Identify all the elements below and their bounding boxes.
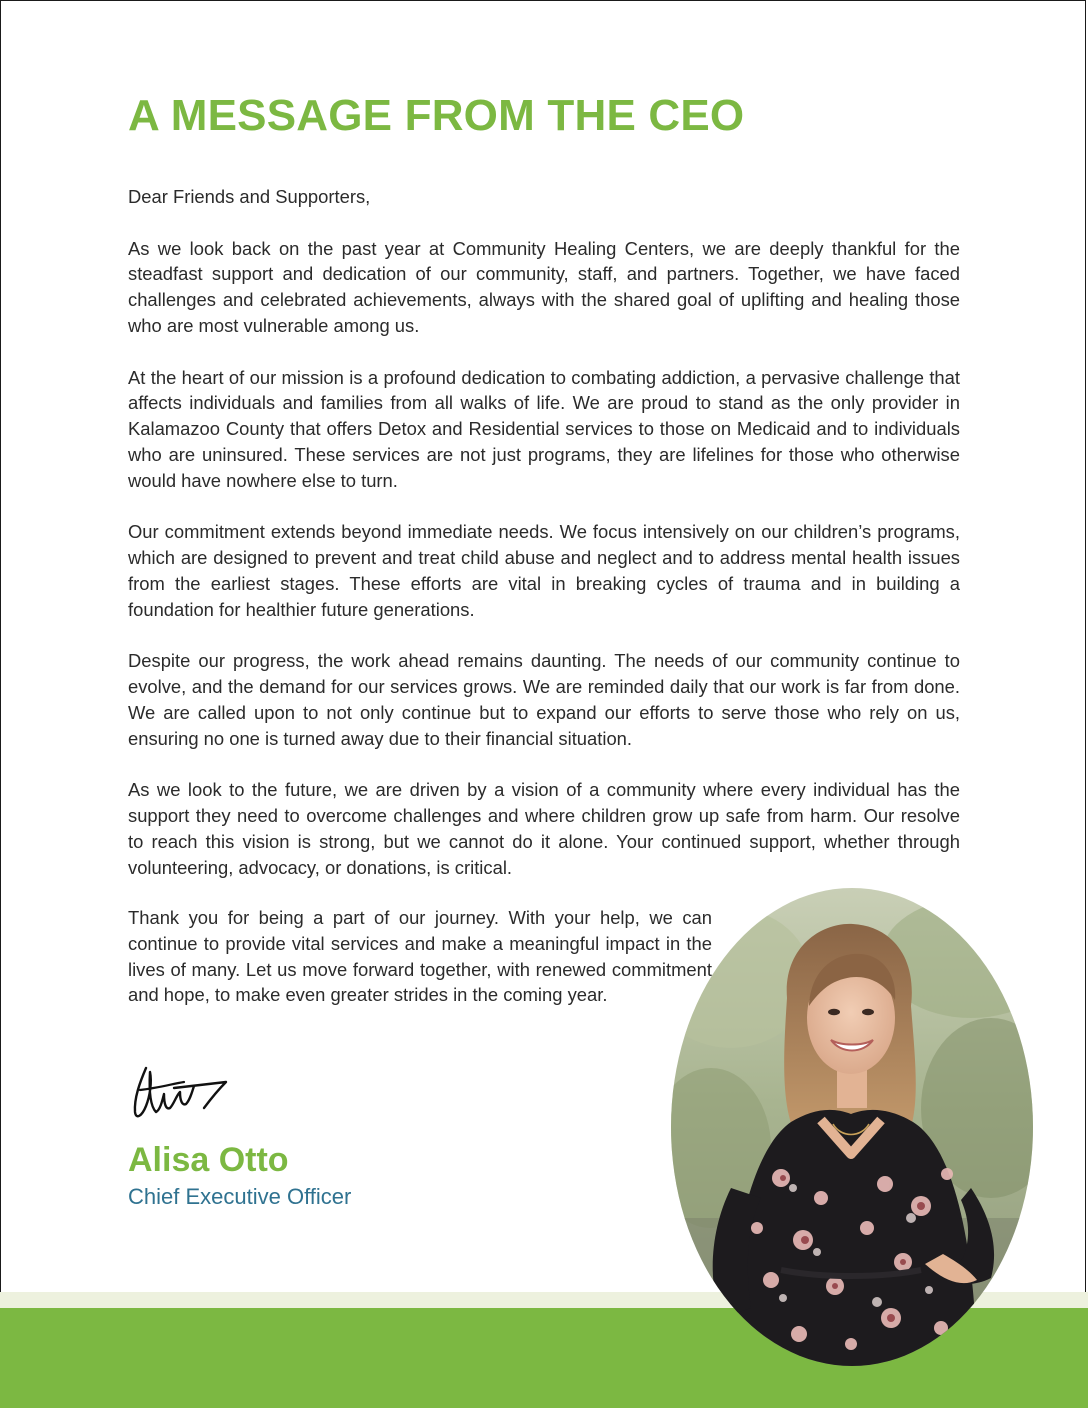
salutation: Dear Friends and Supporters, [128,186,371,207]
letter-paragraph: As we look to the future, we are driven by a vision of a community where every individual has the support they need to overcome challenges and where children grow up safe from harm. Our resolve to reach this vision is strong, but we cannot do it alone. Your continued support, whether through volunteering, advocacy, or donations, is critical. [128,779,960,878]
letter-paragraph: Despite our progress, the work ahead remains daunting. The needs of our community continue to evolve, and the demand for our services grows. We are reminded daily that our work is far from done. We are called upon to not only continue but to expand our efforts to serve those who rely on us, ensuring no one is turned away due to their financial situation. [128,650,960,749]
closing-paragraph: Thank you for being a part of our journey. With your help, we can continue to provide vital services and make a meaningful impact in the lives of many. Let us move forward together, with renewed commitment and hope, to make even greater strides in the coming year. [128,907,712,1006]
letter-paragraph: At the heart of our mission is a profound dedication to combating addiction, a pervasive challenge that affects individuals and families from all walks of life. We are proud to stand as the only provider in Kalamazoo County that offers Detox and Residential services to those on Medicaid and to individuals who are uninsured. These services are not just programs, they are lifelines for those who otherwise would have nowhere else to turn. [128,366,960,491]
letter-paragraph: Our commitment extends beyond immediate needs. We focus intensively on our children’s programs, which are designed to prevent and treat child abuse and neglect and to address mental health issues from the earliest stages. These efforts are vital in breaking cycles of trauma and in building a foundation for healthier future generations. [128,521,960,620]
ceo-portrait-photo [671,888,1033,1366]
page-title: A MESSAGE FROM THE CEO [128,91,745,140]
letter-paragraph: As we look back on the past year at Community Healing Centers, we are deeply thankful for the steadfast support and dedication of our community, staff, and partners. Together, we have faced challenges and celebrated achievements, always with the shared goal of uplifting and healing those who are most vulnerable among us. [128,237,960,336]
signature-icon [128,1060,238,1124]
signer-title: Chief Executive Officer [128,1184,352,1209]
signer-name: Alisa Otto [128,1141,289,1179]
letter-body [128,184,960,906]
